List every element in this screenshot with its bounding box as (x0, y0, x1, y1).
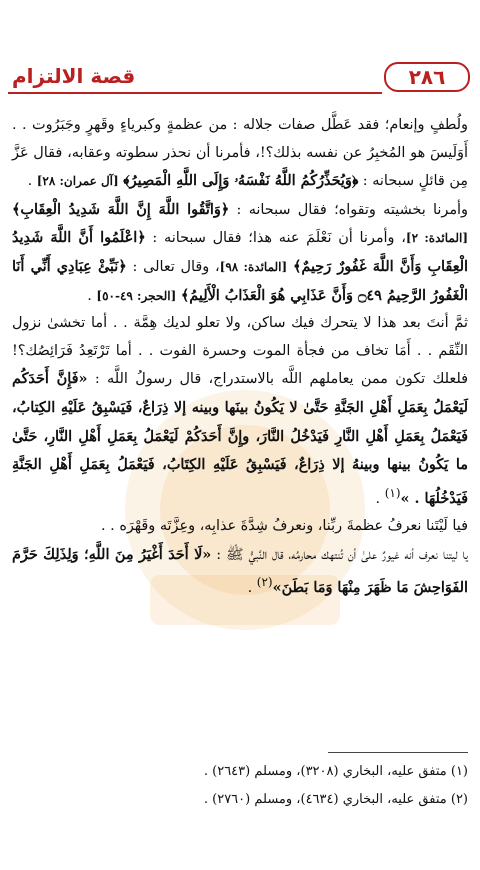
paragraph-4: فيا لَيْتَنا نعرفُ عظمةَ ربِّنا، ونعرفُ شِدَّةَ عذابِه، وعِزَّتَه وقَهْرَه . . (101, 518, 468, 535)
footnotes (12, 758, 468, 814)
hadith-quote: «لَا أَحَدَ أَغْيَرُ مِنَ اللَّهِ؛ وَلِذَلِكَ حَرَّمَ الفَوَاحِشَ مَا ظَهَرَ مِنْهَا وَمَا بَطَنَ» (12, 545, 468, 597)
footnote-1: (١) متفق عليه، البخاري (٣٢٠٨)، ومسلم (٢٦٤٣) . (203, 764, 468, 779)
footnote-marker[interactable]: (١) (384, 485, 401, 500)
quran-verse: ﴿نَبِّئْ عِبَادِي أَنِّي أَنَا الْغَفُورُ الرَّحِيمُ ۝٤٩ وَأَنَّ عَذَابِي هُوَ الْعَذَابُ الْأَلِيمُ﴾ (12, 257, 468, 304)
verse-reference: [المائدة: ٢] (405, 231, 468, 246)
quran-verse: ﴿اعْلَمُوا أَنَّ اللَّهَ شَدِيدُ الْعِقَابِ وَأَنَّ اللَّهَ غَفُورٌ رَحِيمٌ﴾ (12, 229, 469, 275)
verse-reference: [الحجر: ٤٩-٥٠] (96, 288, 177, 303)
footnote-divider (328, 752, 468, 753)
paragraph-5: يا ليتنا نعرف أنه غيورٌ علىٰ أن تُنتهك محارمُه، قال النَّبيُّ ﷺ : «لَا أَحَدَ أَغْيَرُ مِنَ اللَّهِ؛ وَلِذَلِكَ حَرَّمَ الفَوَاحِشَ مَا ظَهَرَ مِنْهَا وَمَا بَطَنَ»$^{(٢)}$ . (12, 545, 468, 597)
footnote-2: (٢) متفق عليه، البخاري (٤٦٣٤)، ومسلم (٢٧٦٠) . (203, 792, 468, 807)
hadith-quote: «فَإِنَّ أَحَدَكُم لَيَعْمَلُ بِعَمَلِ أَهْلِ الجَنَّةِ حَتَّىٰ لا يَكُونُ بينَها وبينه إلا ذِرَاعٌ، فَيَسْبِقُ عَلَيْهِ الكِتابُ، فَيَعْمَلُ بِعَمَلِ أَهْلِ النَّارِ فَيَدْخُلُ النَّارَ، وإِنَّ أَحَدَكُمْ لَيَعْمَلُ بِعَمَلِ أَهْلِ النَّارِ، حَتَّىٰ ما يَكُونُ بينها وبينهُ إلا ذِرَاعٌ، فَيَسْبِقُ عَلَيْهِ الكِتَابُ، فَيَعْمَلُ بِعَمَلِ أَهْلِ الجَنَّةِ فَيَدْخُلُهَا . » (12, 370, 468, 507)
verse-reference: [آل عمران: ٢٨] (36, 174, 119, 189)
footnote-marker[interactable]: (٢) (256, 575, 273, 590)
quran-verse: ﴿وَاتَّقُوا اللَّهَ إِنَّ اللَّهَ شَدِيدُ الْعِقَابِ﴾ (12, 200, 230, 218)
verse-reference: [المائدة: ٩٨] (219, 259, 288, 274)
page-header (8, 62, 470, 92)
page-number: ٢٨٦ (384, 62, 470, 92)
header-rule (8, 92, 382, 94)
main-text (12, 112, 468, 603)
book-title: قصة الالتزام (12, 64, 136, 88)
paragraph-2: وأمرنا بخشيته وتقواه؛ فقال سبحانه : ﴿وَاتَّقُوا اللَّهَ إِنَّ اللَّهَ شَدِيدُ الْعِقَابِ﴾ [المائدة: ٢]، وأمرنا أن نَعْلَمَ عنه هذا؛ فقال سبحانه : ﴿اعْلَمُوا أَنَّ اللَّهَ شَدِيدُ الْعِقَابِ وَأَنَّ اللَّهَ غَفُورٌ رَحِيمٌ﴾ [المائدة: ٩٨]، وقال تعالى : ﴿نَبِّئْ عِبَادِي أَنِّي أَنَا الْغَفُورُ الرَّحِيمُ ۝٤٩ وَأَنَّ عَذَابِي هُوَ الْعَذَابُ الْأَلِيمُ﴾ [الحجر: ٤٩-٥٠] . (12, 200, 469, 304)
paragraph-1: ولُطفٍ وإنعام؛ فقد عَطَّل صفات جلاله : من عظمةٍ وكبرياءٍ وقَهرٍ وجَبَرُوت . . أَوَلَيسَ هو المُخبِرُ عن نفسه بذلك؟!، فأمرنا أن نحذر سطوته وعقابه، فقال عَزَّ مِن قائلٍ سبحانه : ﴿وَيُحَذِّرُكُمُ اللَّهُ نَفْسَهُۥ وَإِلَى اللَّهِ الْمَصِيرُ﴾ [آل عمران: ٢٨] . (12, 117, 468, 190)
paragraph-3: ثمَّ أنتَ بعد هذا لا يتحرك فيك ساكن، ولا تعلو لديك هِمَّة . . أما تخشىٰ نزول النِّقَم . . أَمَا تخاف من فجأة الموت وحسرة الفوت . . أما تَرْتَعِدُ فَرَائِصُك؟! فلعلك تكون ممن يعاملهم اللَّه بالاستدراج، قال رسولُ اللَّه : «فَإِنَّ أَحَدَكُم لَيَعْمَلُ بِعَمَلِ أَهْلِ الجَنَّةِ حَتَّىٰ لا يَكُونُ بينَها وبينه إلا ذِرَاعٌ، فَيَسْبِقُ عَلَيْهِ الكِتابُ، فَيَعْمَلُ بِعَمَلِ أَهْلِ النَّارِ فَيَدْخُلُ النَّارَ، وإِنَّ أَحَدَكُمْ لَيَعْمَلُ بِعَمَلِ أَهْلِ النَّارِ، حَتَّىٰ ما يَكُونُ بينها وبينهُ إلا ذِرَاعٌ، فَيَسْبِقُ عَلَيْهِ الكِتَابُ، فَيَعْمَلُ بِعَمَلِ أَهْلِ الجَنَّةِ فَيَدْخُلُهَا . »$^{(١)}$ . (12, 315, 468, 507)
quran-verse: ﴿وَيُحَذِّرُكُمُ اللَّهُ نَفْسَهُۥ وَإِلَى اللَّهِ الْمَصِيرُ﴾ (123, 172, 359, 190)
